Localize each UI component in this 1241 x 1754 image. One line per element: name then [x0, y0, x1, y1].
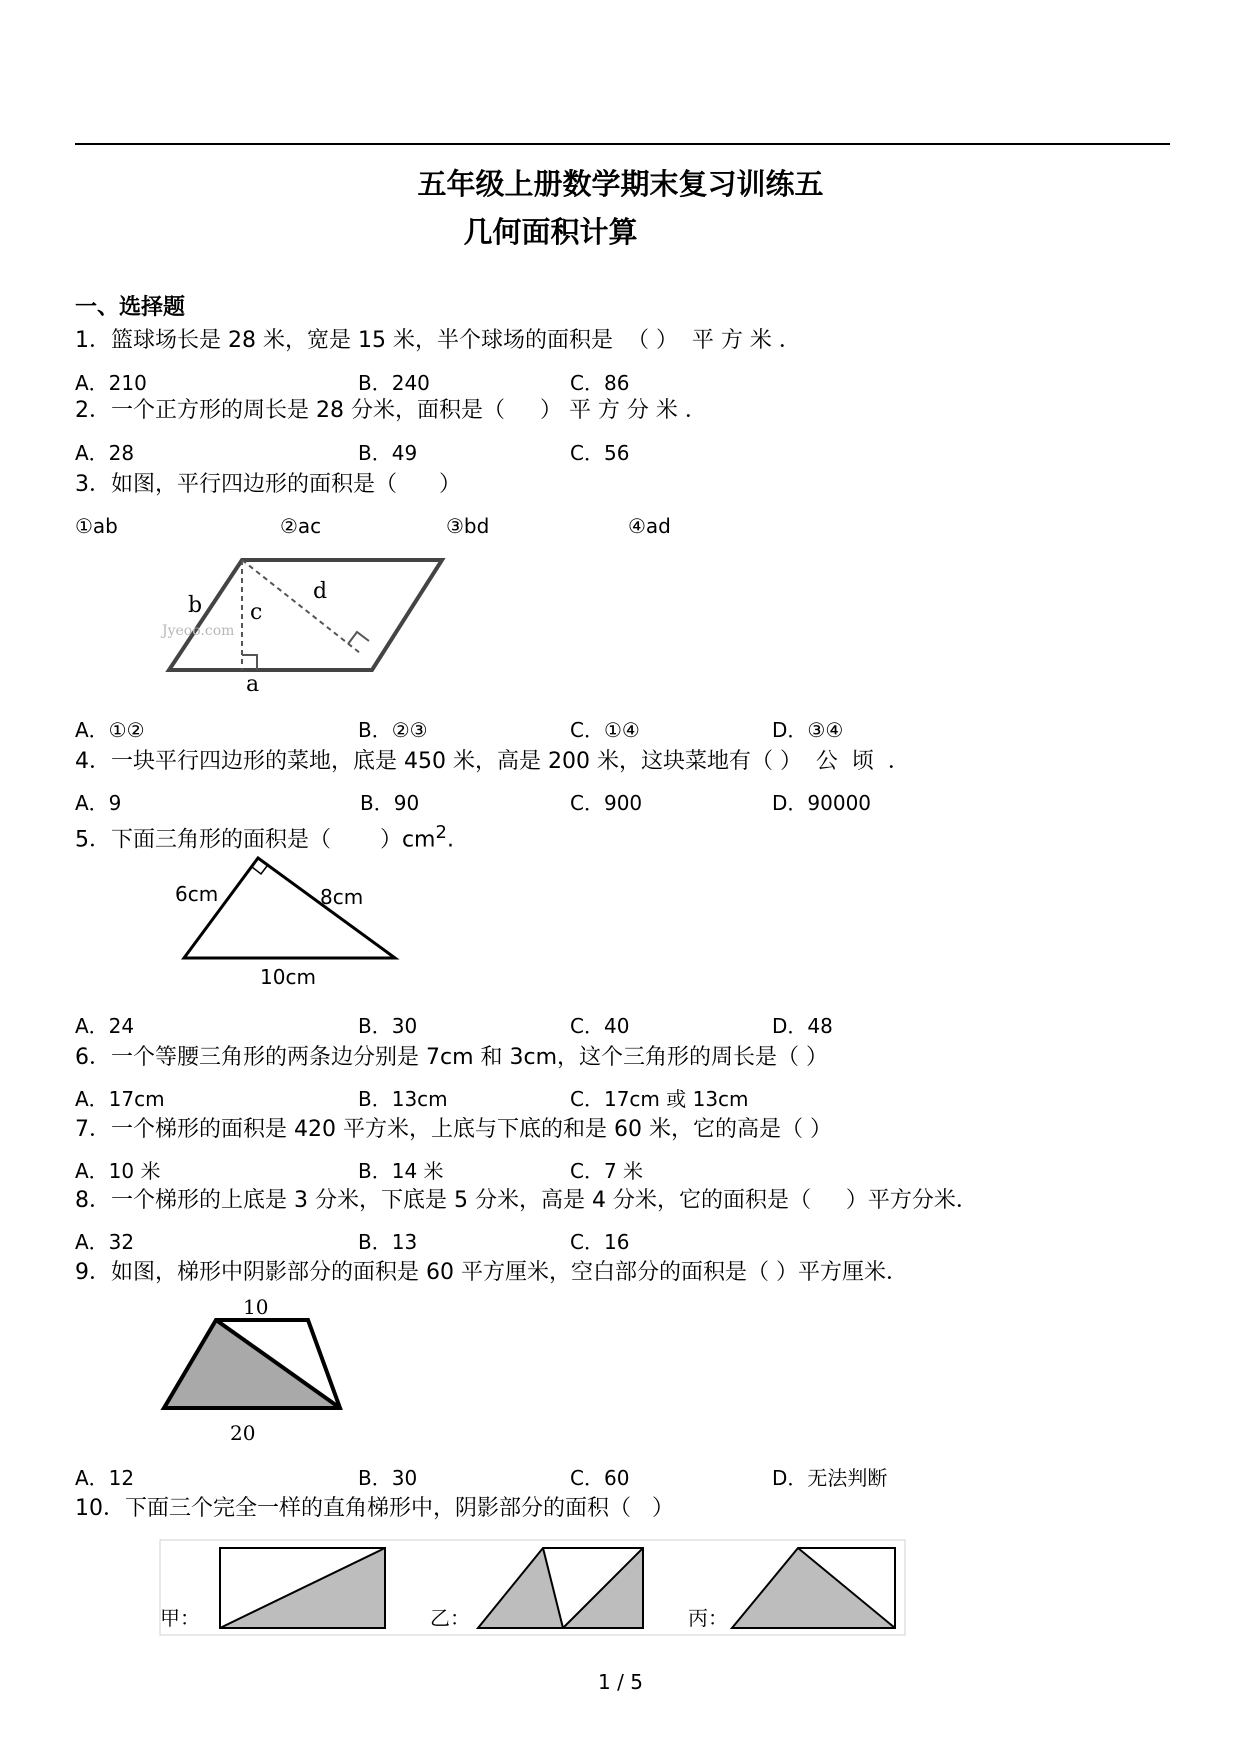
q3-choice-2: ②ac [280, 514, 322, 538]
q5-stem: 5．下面三角形的面积是（ ）cm [75, 827, 436, 853]
q4-option-c: C．900 [570, 791, 643, 815]
q2-option-a: A．28 [75, 441, 135, 465]
q3-option-c: C．①④ [570, 718, 640, 742]
label-jia: 甲： [160, 1606, 200, 1630]
question-4: 4．一块平行四边形的菜地，底是 450 米，高是 200 米，这块菜地有（ ） 公 顷 ． [75, 749, 910, 774]
q4-option-b: B．90 [360, 791, 420, 815]
q4-option-d: D．90000 [772, 791, 872, 815]
q5-option-d: D．48 [772, 1014, 833, 1038]
q7-option-a: A．10 米 [75, 1159, 161, 1183]
q6-option-b: B．13cm [358, 1087, 448, 1111]
label-c: c [250, 600, 263, 625]
trapezoid-figure [160, 1295, 360, 1450]
label-bing: 丙： [688, 1606, 728, 1630]
question-7: 7．一个梯形的面积是 420 平方米，上底与下底的和是 60 米，它的高是（ ） [75, 1117, 832, 1142]
q5-option-c: C．40 [570, 1014, 630, 1038]
label-top-10: 10 [243, 1295, 269, 1319]
q5-option-a: A．24 [75, 1014, 135, 1038]
question-10: 10．下面三个完全一样的直角梯形中，阴影部分的面积（ ） [75, 1496, 674, 1521]
question-2: 2．一个正方形的周长是 28 分米，面积是（ ） 平 方 分 米 ． [75, 398, 707, 423]
q8-option-c: C．16 [570, 1230, 630, 1254]
question-1: 1．篮球场长是 28 米，宽是 15 米，半个球场的面积是 （ ） 平 方 米 ． [75, 328, 801, 353]
q4-option-a: A．9 [75, 791, 122, 815]
q3-choice-4: ④ad [628, 514, 671, 538]
label-8cm: 8cm [320, 885, 364, 909]
q3-choice-3: ③bd [446, 514, 490, 538]
q2-option-c: C．56 [570, 441, 630, 465]
page-subtitle: 几何面积计算 [463, 215, 638, 249]
label-d: d [313, 579, 328, 604]
q9-option-d: D．无法判断 [772, 1466, 888, 1490]
q3-option-a: A．①② [75, 718, 145, 742]
q2-option-b: B．49 [358, 441, 418, 465]
header-rule [75, 143, 1170, 145]
label-6cm: 6cm [175, 882, 219, 906]
watermark: Jyeoo.com [162, 623, 235, 639]
q7-option-c: C．7 米 [570, 1159, 644, 1183]
q1-option-b: B．240 [358, 371, 430, 395]
q3-option-b: B．②③ [358, 718, 428, 742]
q8-option-a: A．32 [75, 1230, 135, 1254]
parallelogram-figure [160, 553, 460, 698]
q3-option-d: D．③④ [772, 718, 844, 742]
question-8: 8．一个梯形的上底是 3 分米，下底是 5 分米，高是 4 分米，它的面积是（ ）平方分米． [75, 1188, 978, 1213]
page-title: 五年级上册数学期末复习训练五 [417, 167, 824, 201]
q5-stem-end: . [446, 827, 454, 853]
label-yi: 乙： [430, 1606, 470, 1630]
q7-option-b: B．14 米 [358, 1159, 444, 1183]
label-bottom-20: 20 [230, 1421, 256, 1445]
question-6: 6．一个等腰三角形的两条边分别是 7cm 和 3cm，这个三角形的周长是（ ） [75, 1045, 829, 1070]
triangle-figure [170, 850, 410, 990]
q5-stem-superscript: 2 [435, 822, 447, 843]
label-b: b [188, 593, 203, 618]
q3-choice-1: ①ab [75, 514, 118, 538]
page-number: 1 / 5 [598, 1670, 643, 1694]
section-heading: 一、选择题 [75, 295, 186, 320]
trapezoids-figure [160, 1540, 910, 1640]
q5-option-b: B．30 [358, 1014, 418, 1038]
q9-option-b: B．30 [358, 1466, 418, 1490]
question-3: 3．如图，平行四边形的面积是（ ） [75, 472, 461, 497]
q1-option-c: C．86 [570, 371, 630, 395]
q9-option-a: A．12 [75, 1466, 135, 1490]
question-9: 9．如图，梯形中阴影部分的面积是 60 平方厘米，空白部分的面积是（ ）平方厘米． [75, 1260, 908, 1285]
q6-option-a: A．17cm [75, 1087, 165, 1111]
label-a: a [246, 672, 260, 697]
q1-option-a: A．210 [75, 371, 147, 395]
label-10cm: 10cm [260, 965, 316, 989]
q9-option-c: C．60 [570, 1466, 630, 1490]
q6-option-c: C．17cm 或 13cm [570, 1087, 749, 1111]
q8-option-b: B．13 [358, 1230, 418, 1254]
